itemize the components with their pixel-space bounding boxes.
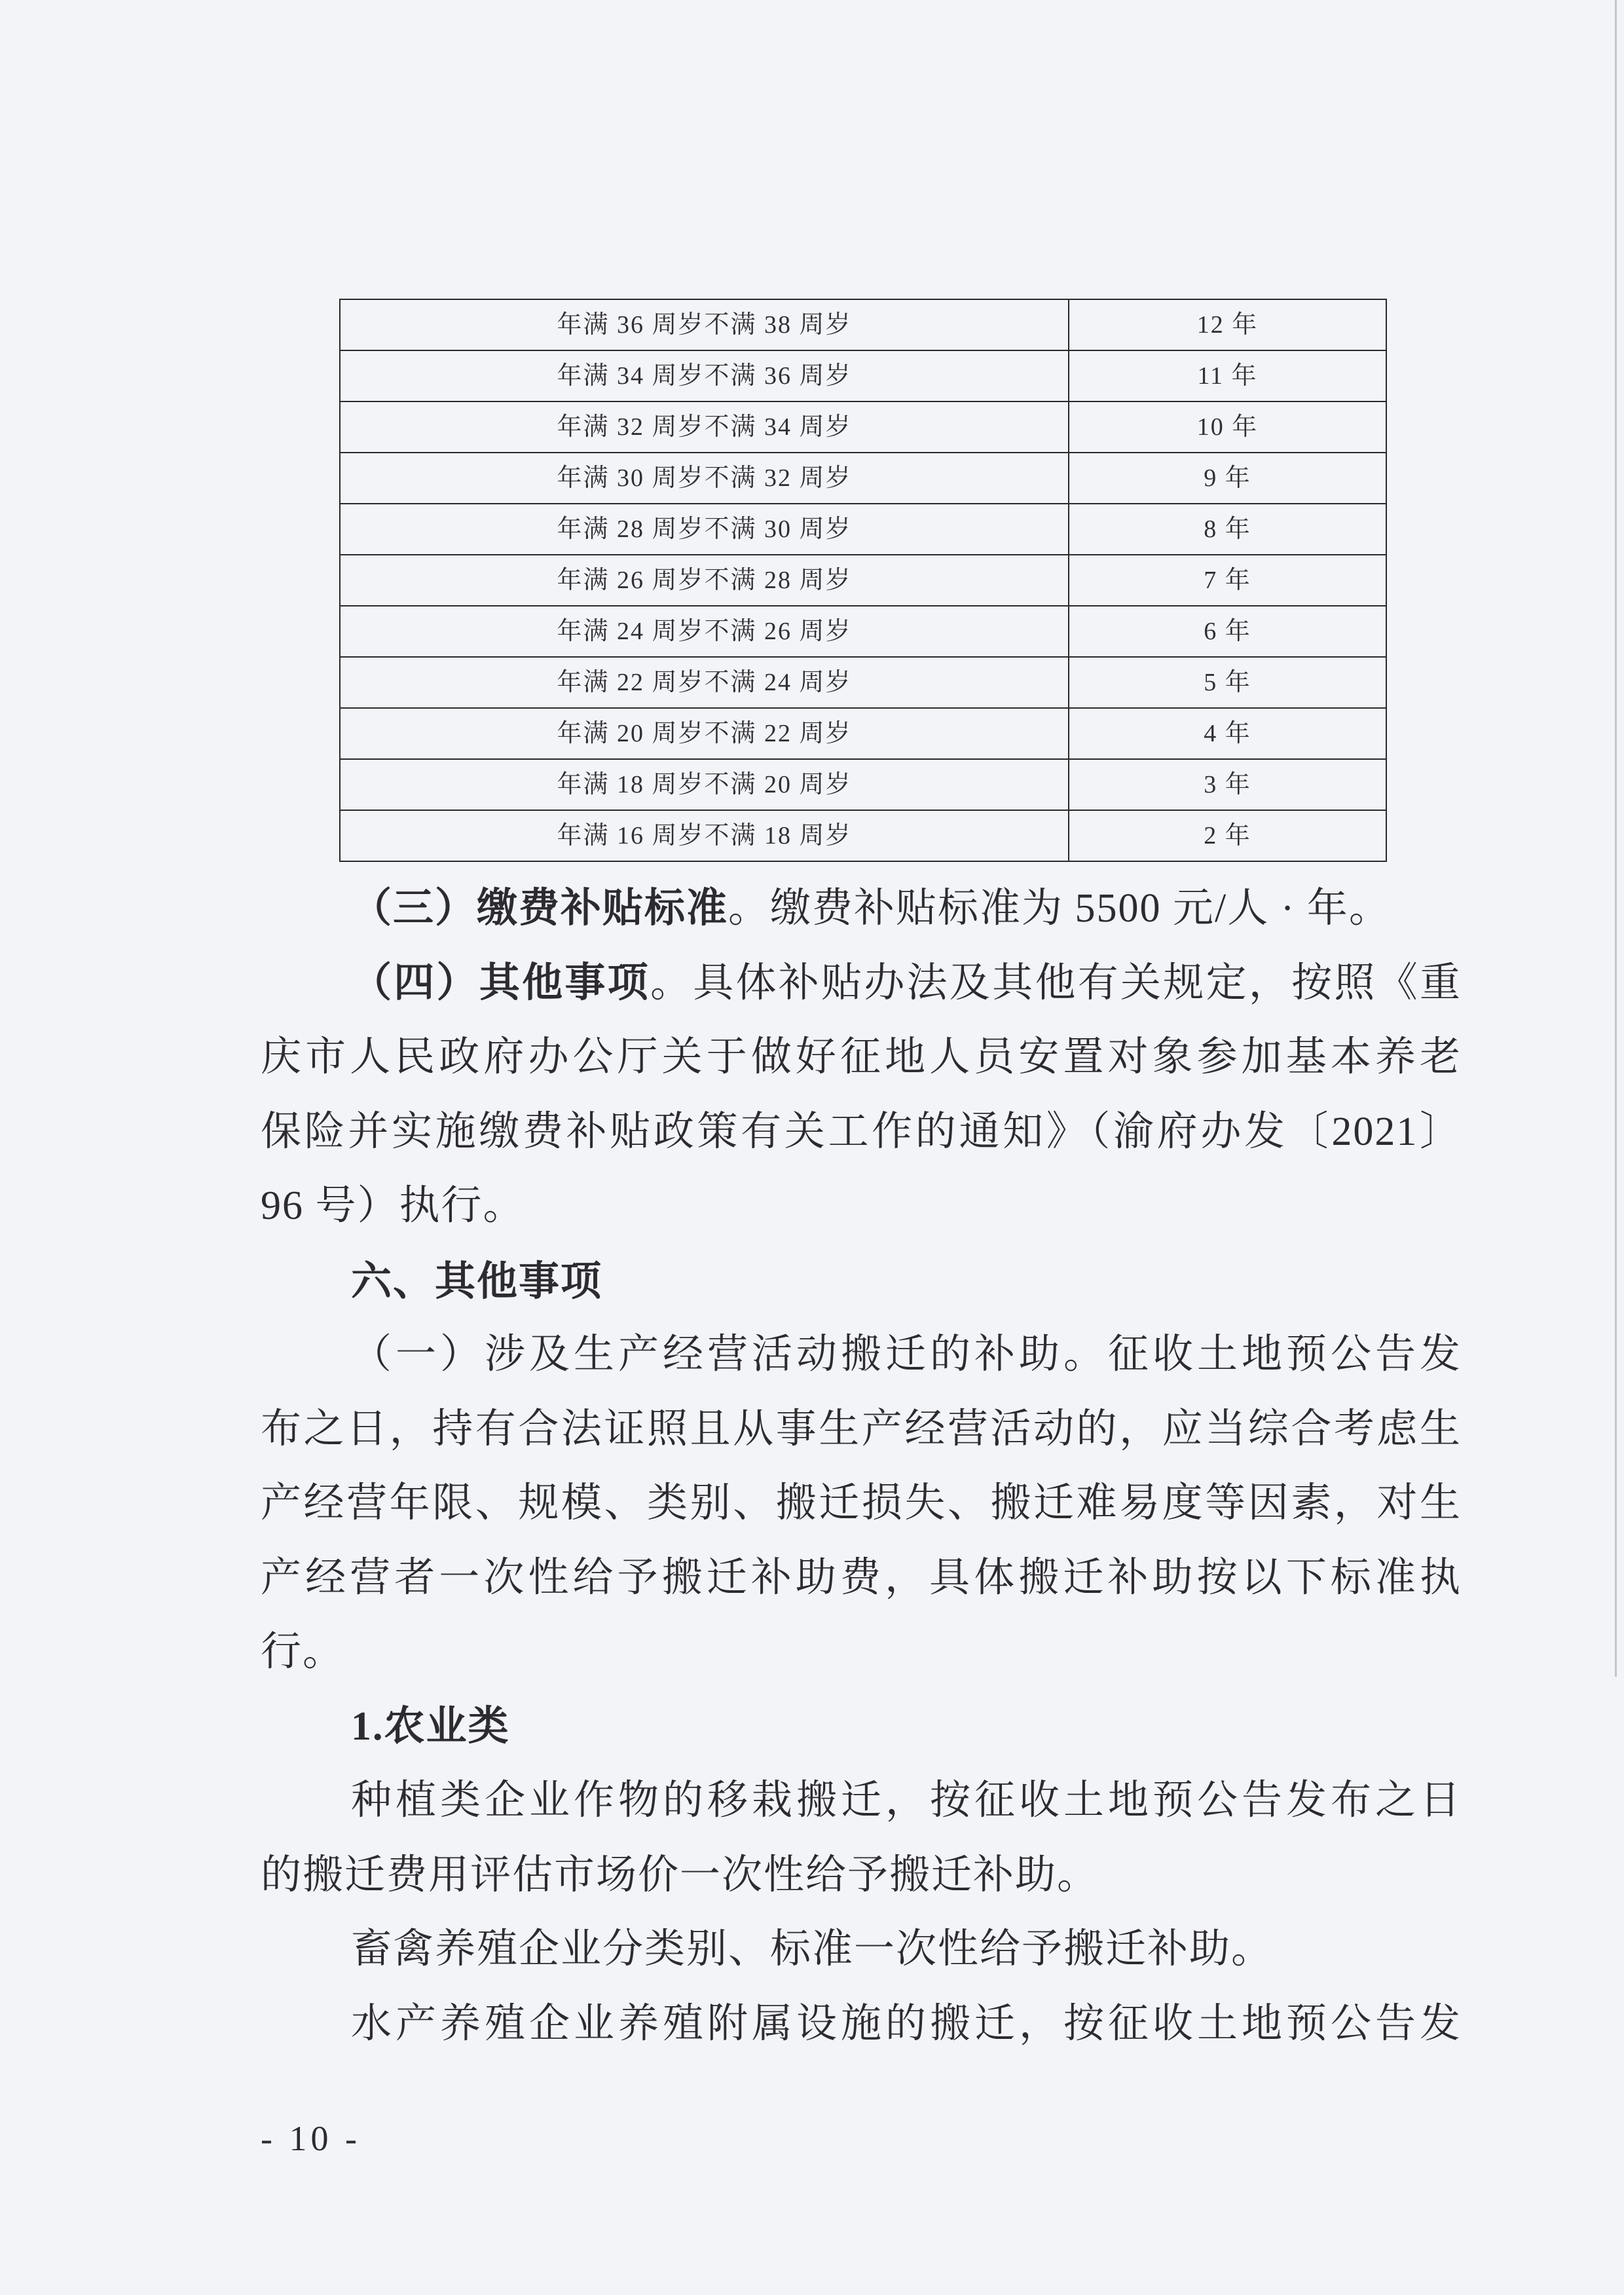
table-row <box>340 759 1386 810</box>
years-cell: 6 年 <box>1069 606 1386 657</box>
body-line: 的搬迁费用评估市场价一次性给予搬迁补助。 <box>261 1852 1099 1897</box>
table-row <box>340 657 1386 708</box>
body-line: 畜禽养殖企业分类别、标准一次性给予搬迁补助。 <box>351 1927 1274 1971</box>
table-row <box>340 555 1386 606</box>
table-row <box>340 350 1386 401</box>
years-cell: 4 年 <box>1069 708 1386 759</box>
body-line: 庆市人民政府办公厅关于做好征地人员安置对象参加基本养老 <box>261 1035 1462 1079</box>
age-range-cell: 年满 32 周岁不满 34 周岁 <box>340 401 1069 453</box>
table-row <box>340 299 1386 350</box>
body-line <box>261 946 1462 1021</box>
table-row <box>340 453 1386 504</box>
age-range-cell: 年满 22 周岁不满 24 周岁 <box>340 657 1069 708</box>
body-line: 行。 <box>261 1630 345 1674</box>
years-cell: 12 年 <box>1069 299 1386 350</box>
body-line <box>261 872 1462 946</box>
age-years-table <box>339 299 1387 862</box>
subsection-lead: （一）涉及生产经营活动搬迁的补助 <box>351 1332 1063 1377</box>
line-text: 。缴费补贴标准为 5500 元/人 · 年。 <box>728 886 1391 931</box>
section-heading: 六、其他事项 <box>351 1256 603 1305</box>
subsection-lead: （三）缴费补贴标准 <box>351 886 729 931</box>
body-line: 保险并实施缴费补贴政策有关工作的通知》（渝府办发〔2021〕 <box>261 1109 1462 1154</box>
table-row <box>340 810 1386 861</box>
age-range-cell: 年满 36 周岁不满 38 周岁 <box>340 299 1069 350</box>
years-cell: 10 年 <box>1069 401 1386 453</box>
page-number: - 10 - <box>261 2119 361 2158</box>
years-cell: 5 年 <box>1069 657 1386 708</box>
years-cell: 8 年 <box>1069 504 1386 555</box>
years-cell: 7 年 <box>1069 555 1386 606</box>
subsection-lead: （四）其他事项 <box>351 960 650 1005</box>
line-text: 。征收土地预公告发 <box>1063 1332 1462 1377</box>
body-line: 96 号）执行。 <box>261 1184 525 1228</box>
age-range-cell: 年满 18 周岁不满 20 周岁 <box>340 759 1069 810</box>
body-line: 布之日，持有合法证照且从事生产经营活动的，应当综合考虑生 <box>261 1406 1462 1451</box>
body-line: 产经营年限、规模、类别、搬迁损失、搬迁难易度等因素，对生 <box>261 1481 1462 1525</box>
years-cell: 2 年 <box>1069 810 1386 861</box>
years-cell: 11 年 <box>1069 350 1386 401</box>
age-range-cell: 年满 16 周岁不满 18 周岁 <box>340 810 1069 861</box>
body-text <box>261 872 1462 2061</box>
body-line: 种植类企业作物的移栽搬迁，按征收土地预公告发布之日 <box>351 1778 1462 1823</box>
age-range-cell: 年满 34 周岁不满 36 周岁 <box>340 350 1069 401</box>
age-range-cell: 年满 20 周岁不满 22 周岁 <box>340 708 1069 759</box>
line-text: 。具体补贴办法及其他有关规定，按照《重 <box>650 960 1462 1005</box>
age-range-cell: 年满 26 周岁不满 28 周岁 <box>340 555 1069 606</box>
table-row <box>340 401 1386 453</box>
subheading: 1.农业类 <box>351 1704 510 1749</box>
table-row <box>340 504 1386 555</box>
years-cell: 3 年 <box>1069 759 1386 810</box>
body-line <box>261 1318 1462 1392</box>
age-range-cell: 年满 28 周岁不满 30 周岁 <box>340 504 1069 555</box>
years-cell: 9 年 <box>1069 453 1386 504</box>
age-range-cell: 年满 24 周岁不满 26 周岁 <box>340 606 1069 657</box>
table-row <box>340 606 1386 657</box>
table-row <box>340 708 1386 759</box>
body-line: 产经营者一次性给予搬迁补助费，具体搬迁补助按以下标准执 <box>261 1555 1462 1600</box>
scan-edge-line <box>1615 0 1617 1677</box>
age-range-cell: 年满 30 周岁不满 32 周岁 <box>340 453 1069 504</box>
body-line: 水产养殖企业养殖附属设施的搬迁，按征收土地预公告发 <box>351 2001 1462 2046</box>
